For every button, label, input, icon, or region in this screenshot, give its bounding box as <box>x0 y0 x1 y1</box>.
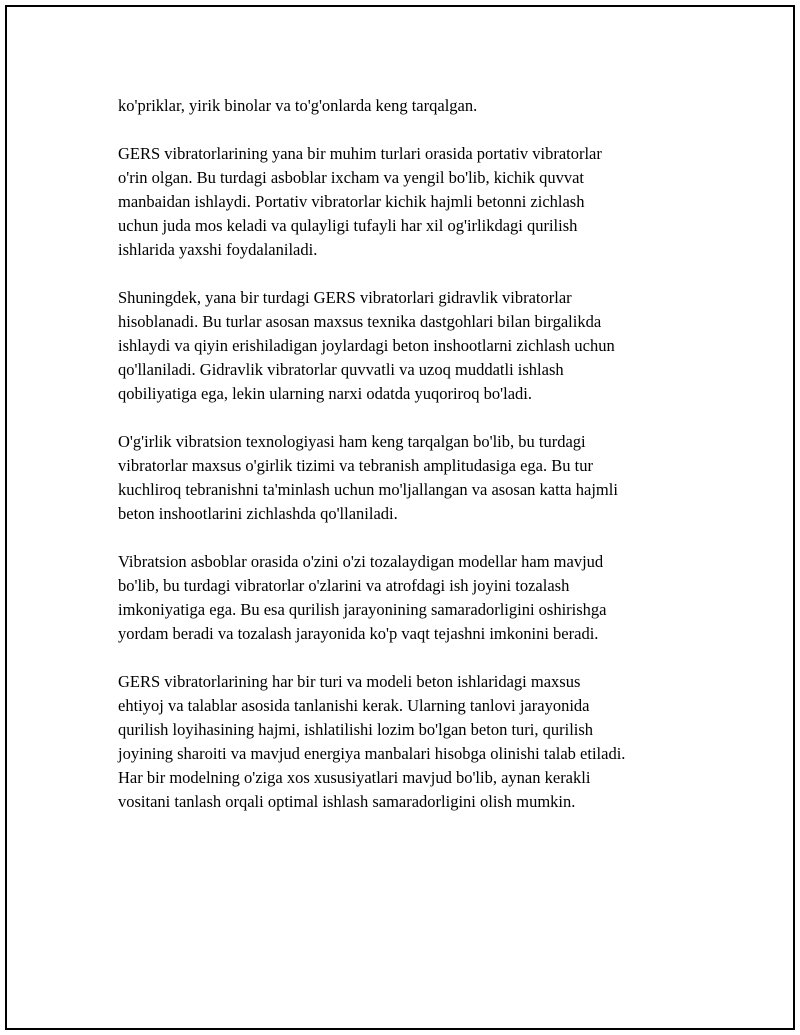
text-line: ishlaydi va qiyin erishiladigan joylardagi beton inshootlarni zichlash uchun <box>118 336 615 355</box>
paragraph-5 <box>118 550 768 646</box>
text-line: Har bir modelning o'ziga xos xususiyatlari mavjud bo'lib, aynan kerakli <box>118 768 591 787</box>
text-line: kuchliroq tebranishni ta'minlash uchun mo'ljallangan va asosan katta hajmli <box>118 480 618 499</box>
text-line: qobiliyatiga ega, lekin ularning narxi odatda yuqoriroq bo'ladi. <box>118 384 532 403</box>
text-line: joyining sharoiti va mavjud energiya manbalari hisobga olinishi talab etiladi. <box>118 744 626 763</box>
text-line: o'rin olgan. Bu turdagi asboblar ixcham va yengil bo'lib, kichik quvvat <box>118 168 585 187</box>
paragraph-1 <box>118 94 768 118</box>
text-line: bo'lib, bu turdagi vibratorlar o'zlarini va atrofdagi ish joyini tozalash <box>118 576 570 595</box>
text-line: vositani tanlash orqali optimal ishlash samaradorligini olish mumkin. <box>118 792 576 811</box>
text-line: imkoniyatiga ega. Bu esa qurilish jarayonining samaradorligini oshirishga <box>118 600 607 619</box>
text-line: manbaidan ishlaydi. Portativ vibratorlar kichik hajmli betonni zichlash <box>118 192 585 211</box>
document-body <box>118 94 768 838</box>
text-line: yordam beradi va tozalash jarayonida ko'p vaqt tejashni imkonini beradi. <box>118 624 599 643</box>
text-line: uchun juda mos keladi va qulayligi tufayli har xil og'irlikdagi qurilish <box>118 216 578 235</box>
paragraph-6 <box>118 670 768 814</box>
text-line: qo'llaniladi. Gidravlik vibratorlar quvvatli va uzoq muddatli ishlash <box>118 360 564 379</box>
text-line: GERS vibratorlarining yana bir muhim turlari orasida portativ vibratorlar <box>118 144 602 163</box>
text-line: ehtiyoj va talablar asosida tanlanishi kerak. Ularning tanlovi jarayonida <box>118 696 590 715</box>
text-line: ishlarida yaxshi foydalaniladi. <box>118 240 318 259</box>
text-line: hisoblanadi. Bu turlar asosan maxsus texnika dastgohlari bilan birgalikda <box>118 312 602 331</box>
paragraph-4 <box>118 430 768 526</box>
text-line: qurilish loyihasining hajmi, ishlatilishi lozim bo'lgan beton turi, qurilish <box>118 720 594 739</box>
text-line: Shuningdek, yana bir turdagi GERS vibratorlari gidravlik vibratorlar <box>118 288 572 307</box>
text-line: vibratorlar maxsus o'girlik tizimi va tebranish amplitudasiga ega. Bu tur <box>118 456 593 475</box>
paragraph-3 <box>118 286 768 406</box>
text-line: O'g'irlik vibratsion texnologiyasi ham keng tarqalgan bo'lib, bu turdagi <box>118 432 586 451</box>
paragraph-2 <box>118 142 768 262</box>
text-line: beton inshootlarini zichlashda qo'llaniladi. <box>118 504 398 523</box>
text-line: GERS vibratorlarining har bir turi va modeli beton ishlaridagi maxsus <box>118 672 581 691</box>
text-line: ko'priklar, yirik binolar va to'g'onlarda keng tarqalgan. <box>118 96 478 115</box>
text-line: Vibratsion asboblar orasida o'zini o'zi tozalaydigan modellar ham mavjud <box>118 552 604 571</box>
